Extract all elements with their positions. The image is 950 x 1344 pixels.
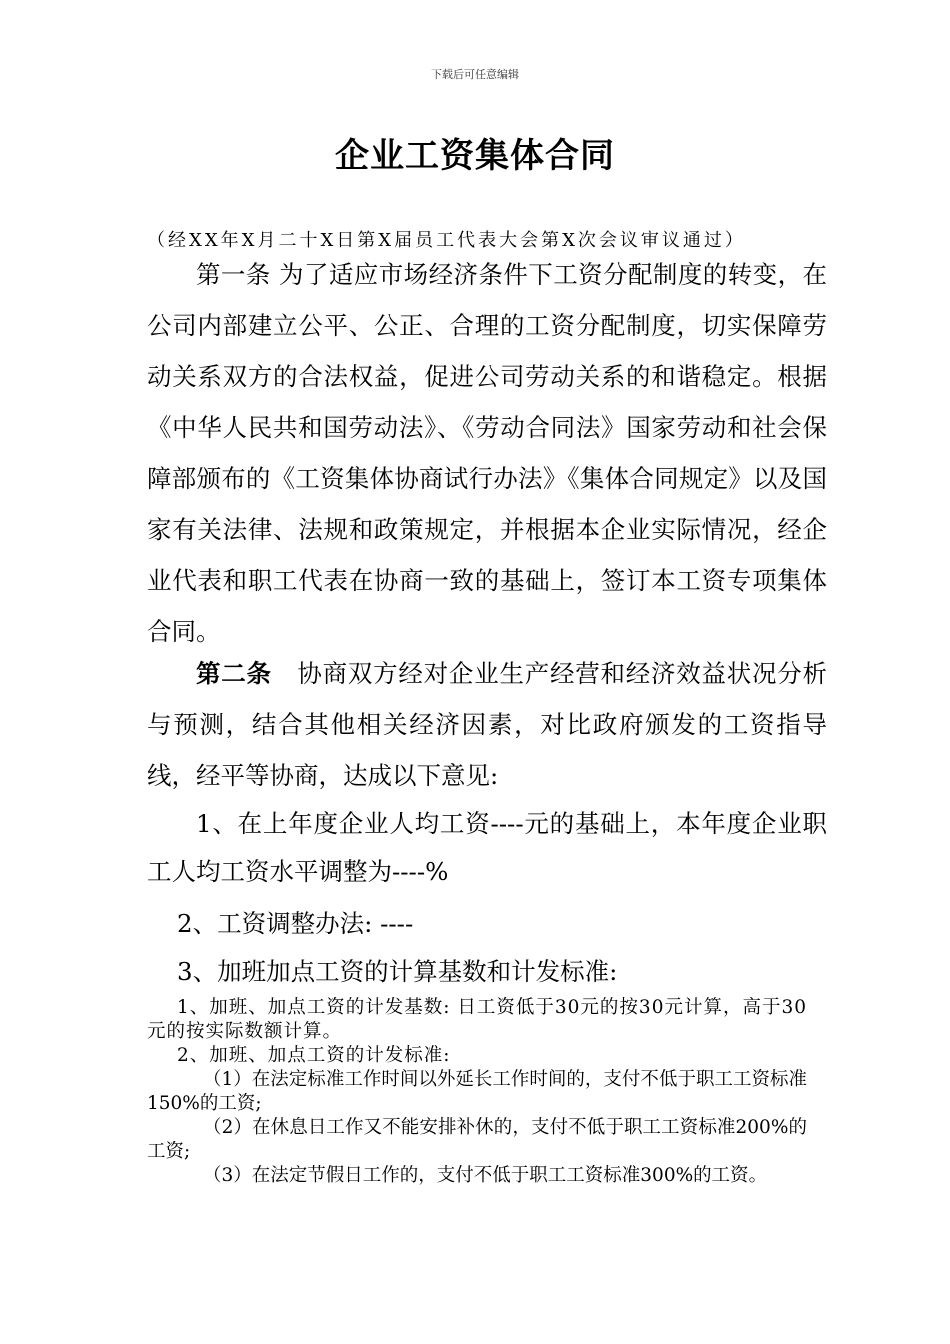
overtime-standard-heading: 2、加班、加点工资的计发标准:	[177, 1045, 451, 1066]
article-1-label: 第一条	[196, 260, 271, 289]
article-1	[147, 249, 827, 657]
article-2	[147, 648, 827, 801]
article-2-label: 第二条	[196, 659, 272, 688]
overtime-standard-2: （2）在休息日工作又不能安排补休的，支付不低于职工工资标准200%的工资;	[147, 1117, 807, 1162]
overtime-standard-1: （1）在法定标准工作时间以外延长工作时间的，支付不低于职工工资标准150%的工资;	[147, 1069, 807, 1114]
item-3: 3、加班加点工资的计算基数和计发标准:	[177, 957, 618, 986]
item-1: 1、在上年度企业人均工资----元的基础上，本年度企业职工人均工资水平调整为----%	[147, 809, 827, 886]
header-note: 下载后可任意编辑	[431, 68, 519, 81]
overtime-standard-3: （3）在法定节假日工作的，支付不低于职工工资标准300%的工资。	[203, 1165, 768, 1186]
document-subtitle: （经XX年X月二十X日第X届员工代表大会第X次会议审议通过）	[147, 230, 746, 251]
item-2: 2、工资调整办法: ----	[177, 909, 414, 938]
overtime-base: 1、加班、加点工资的计发基数: 日工资低于30元的按30元计算，高于30元的按实际数额计算。	[147, 997, 808, 1042]
article-1-text: 为了适应市场经济条件下工资分配制度的转变，在公司内部建立公平、公正、合理的工资分配制度，切实保障劳动关系双方的合法权益，促进公司劳动关系的和谐稳定。根据《中华人民共和国劳动法》、《劳动合同法》国家劳动和社会保障部颁布的《工资集体协商试行办法》《集体合同规定》以及国家有关法律、法规和政策规定，并根据本企业实际情况，经企业代表和职工代表在协商一致的基础上，签订本工资专项集体合同。	[147, 260, 828, 646]
article-2-text: 协商双方经对企业生产经营和经济效益状况分析与预测，结合其他相关经济因素，对比政府颁发的工资指导线，经平等协商，达成以下意见:	[147, 659, 828, 790]
document-title: 企业工资集体合同	[335, 136, 615, 176]
